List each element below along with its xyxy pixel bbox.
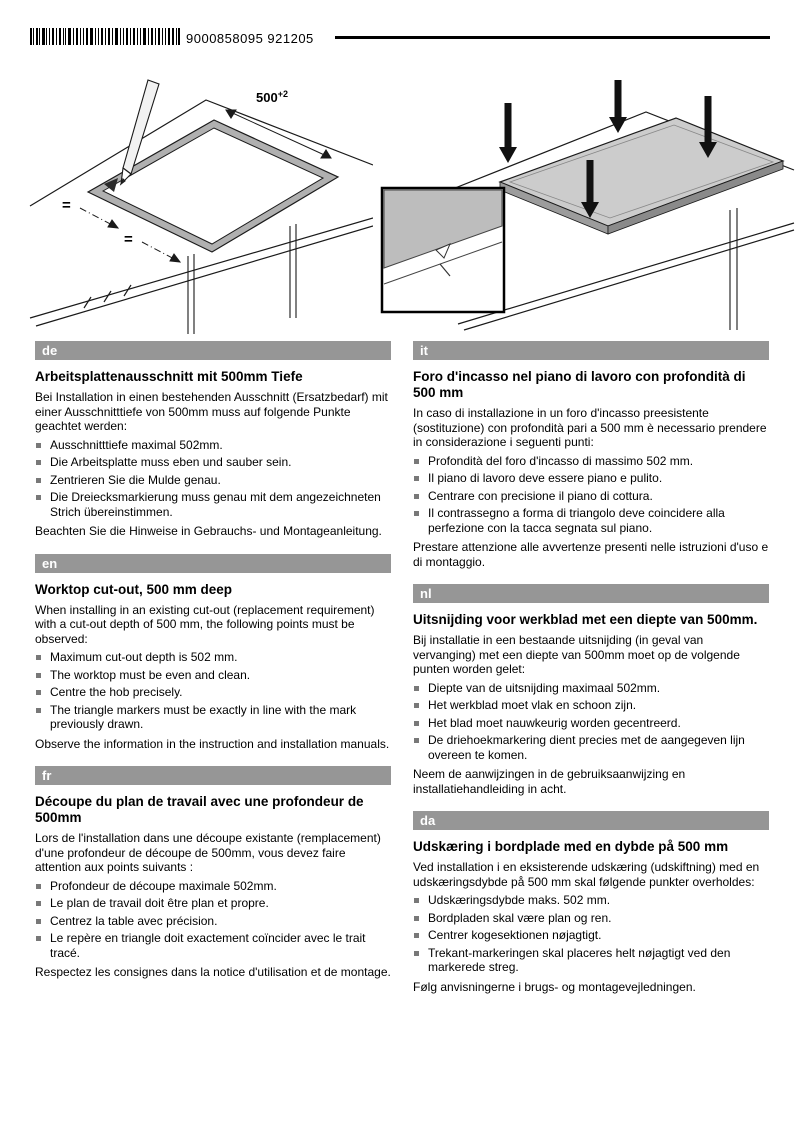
section-title: Arbeitsplattenausschnitt mit 500mm Tiefe <box>35 369 303 384</box>
hob-installation-diagram <box>378 78 796 336</box>
bullet-item: De driehoekmarkering dient precies met de aangegeven lijn overeen te komen. <box>413 733 769 762</box>
section-outro: Følg anvisningerne i brugs- og montagevejledningen. <box>413 979 696 994</box>
section-outro: Respectez les consignes dans la notice d'utilisation et de montage. <box>35 965 391 979</box>
bullet-item: Le repère en triangle doit exactement coïncider avec le trait tracé. <box>35 931 391 960</box>
lang-badge-nl <box>413 584 769 603</box>
lang-badge-de <box>35 341 391 360</box>
section-title: Foro d'incasso nel piano di lavoro con profondità di 500 mm <box>413 369 746 400</box>
hob-panel <box>500 118 783 234</box>
lang-label: da <box>420 813 436 828</box>
bullet-list <box>413 893 769 975</box>
centering-arrow <box>142 242 180 262</box>
section-da <box>413 811 769 994</box>
section-fr <box>35 766 391 980</box>
bullet-item: Centrare con precisione il piano di cottura. <box>413 489 769 504</box>
section-intro: When installing in an existing cut-out (replacement requirement) with a cut-out depth of 500 mm, the following points must be observed: <box>35 602 375 646</box>
bullet-item: Trekant-markeringen skal placeres helt nøjagtigt ved den markerede streg. <box>413 946 769 975</box>
bullet-item: Ausschnitttiefe maximal 502mm. <box>35 438 391 453</box>
equals-mark: = <box>124 231 133 248</box>
lang-badge-en <box>35 554 391 573</box>
bullet-list <box>413 454 769 536</box>
section-title: Uitsnijding voor werkblad met een diepte van 500mm. <box>413 612 758 627</box>
barcode <box>30 28 180 45</box>
section-outro: Prestare attenzione alle avvertenze presenti nelle istruzioni d'uso e di montaggio. <box>413 540 769 569</box>
lang-badge-da <box>413 811 769 830</box>
worktop-cutout-diagram <box>28 78 373 336</box>
column-left <box>35 341 391 995</box>
bullet-item: Profondeur de découpe maximale 502mm. <box>35 879 391 894</box>
lang-label: nl <box>420 586 432 601</box>
bullet-item: Zentrieren Sie die Mulde genau. <box>35 473 391 488</box>
bullet-item: Udskæringsdybde maks. 502 mm. <box>413 893 769 908</box>
bullet-item: Die Dreiecksmarkierung muss genau mit dem angezeichneten Strich übereinstimmen. <box>35 490 391 519</box>
section-de <box>35 341 391 539</box>
section-title: Udskæring i bordplade med en dybde på 500 mm <box>413 839 729 854</box>
section-title: Découpe du plan de travail avec une profondeur de 500mm <box>35 794 364 825</box>
section-outro: Beachten Sie die Hinweise in Gebrauchs- und Montageanleitung. <box>35 524 382 538</box>
lang-badge-it <box>413 341 769 360</box>
bullet-item: Centre the hob precisely. <box>35 685 391 700</box>
section-title: Worktop cut-out, 500 mm deep <box>35 581 233 597</box>
bullet-item: The worktop must be even and clean. <box>35 668 391 683</box>
section-intro: Bij installatie in een bestaande uitsnijding (in geval van vervanging) met een diepte van 500mm moet op de volgende punten worden gelet: <box>413 633 740 676</box>
bullet-item: Centrer kogesektionen nøjagtigt. <box>413 928 769 943</box>
barcode-text: 9000858095 921205 <box>186 31 314 46</box>
centering-arrow <box>80 208 118 228</box>
cabinet-lines <box>730 208 737 330</box>
section-outro: Observe the information in the instruction and installation manuals. <box>35 736 390 751</box>
header-rule <box>335 36 770 39</box>
section-intro: Bei Installation in einen bestehenden Ausschnitt (Ersatzbedarf) mit einer Ausschnitttiefe von 500mm muss auf folgende Punkte geachtet werden: <box>35 390 388 433</box>
bullet-list <box>35 438 391 520</box>
bullet-item: Die Arbeitsplatte muss eben und sauber sein. <box>35 455 391 470</box>
bullet-item: Il contrassegno a forma di triangolo deve coincidere alla perfezione con la tacca segnata sul piano. <box>413 506 769 535</box>
bullet-item: Il piano di lavoro deve essere piano e pulito. <box>413 471 769 486</box>
bullet-item: Diepte van de uitsnijding maximaal 502mm. <box>413 681 769 696</box>
bullet-item: Maximum cut-out depth is 502 mm. <box>35 650 391 665</box>
bullet-list <box>413 681 769 763</box>
equals-mark: = <box>62 197 71 214</box>
bullet-list <box>35 879 391 961</box>
section-en <box>35 554 391 752</box>
section-it <box>413 341 769 569</box>
bullet-list <box>35 650 391 732</box>
dimension-label: $500^{+2}$ <box>256 89 288 105</box>
section-intro: Ved installation i en eksisterende udskæring (udskiftning) med en udskæringsdybde på 500 mm skal følgende punkter overholdes: <box>413 860 760 889</box>
section-intro: In caso di installazione in un foro d'incasso preesistente (sostituzione) con profondità pari a 500 mm è necessario prendere in considerazione i seguenti punti: <box>413 406 767 449</box>
bullet-item: Het werkblad moet vlak en schoon zijn. <box>413 698 769 713</box>
section-nl <box>413 584 769 796</box>
bullet-item: The triangle markers must be exactly in line with the mark previously drawn. <box>35 703 391 732</box>
bullet-item: Profondità del foro d'incasso di massimo 502 mm. <box>413 454 769 469</box>
down-arrow-icon <box>499 103 517 163</box>
lang-label: en <box>42 555 58 571</box>
detail-inset-box <box>382 188 504 312</box>
section-intro: Lors de l'installation dans une découpe existante (remplacement) d'une profondeur de découpe de 500mm, vous devez faire attention aux points suivants : <box>35 831 381 874</box>
lang-badge-fr <box>35 766 391 785</box>
lang-label: de <box>42 343 58 358</box>
bullet-item: Centrez la table avec précision. <box>35 914 391 929</box>
lang-label: it <box>420 343 428 358</box>
bullet-item: Le plan de travail doit être plan et propre. <box>35 896 391 911</box>
bullet-item: Bordpladen skal være plan og ren. <box>413 911 769 926</box>
column-right <box>413 341 769 1009</box>
section-outro: Neem de aanwijzingen in de gebruiksaanwijzing en installatiehandleiding in acht. <box>413 767 686 796</box>
bullet-item: Het blad moet nauwkeurig worden gecentreerd. <box>413 716 769 731</box>
lang-label: fr <box>42 768 52 783</box>
